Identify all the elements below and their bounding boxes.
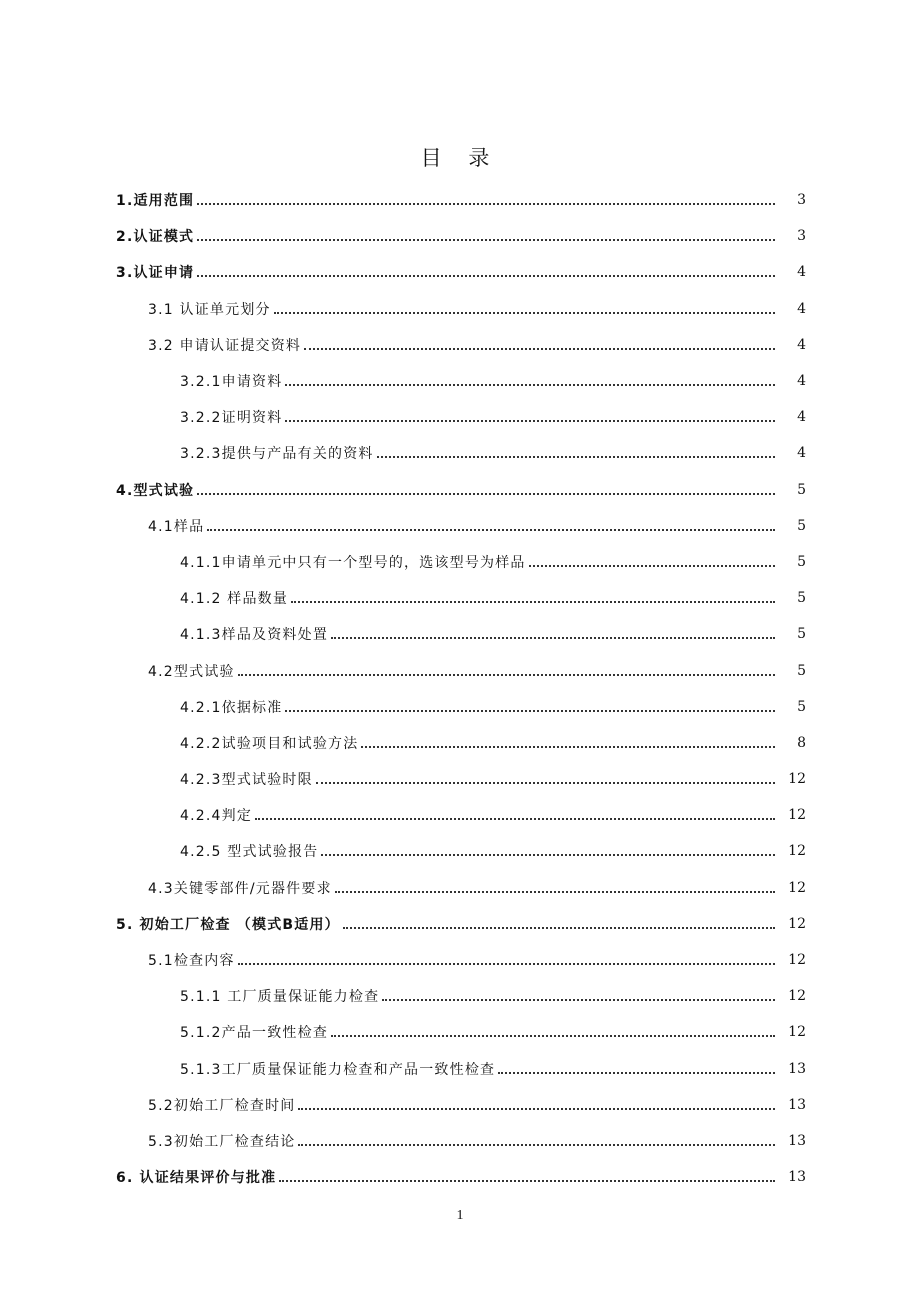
toc-entry-label: 4.2.1依据标准 (180, 699, 283, 716)
dot-leader (197, 189, 775, 205)
toc-entry[interactable] (0, 1123, 920, 1159)
toc-entry[interactable] (0, 870, 920, 906)
dot-leader (343, 913, 775, 929)
toc-entry-label: 5.1.2产品一致性检查 (180, 1025, 329, 1042)
toc-entry-label: 4.3关键零部件/元器件要求 (148, 880, 332, 897)
dot-leader (298, 1130, 775, 1146)
toc-entry-page-number: 12 (788, 771, 806, 788)
dot-leader (498, 1058, 775, 1074)
dot-leader (529, 551, 775, 567)
toc-entry-label: 3.认证申请 (116, 265, 195, 282)
toc-entry-page-number: 13 (788, 1132, 806, 1149)
toc-entry[interactable] (0, 291, 920, 327)
table-of-contents (0, 182, 920, 1195)
toc-entry-page-number: 8 (797, 734, 806, 751)
dot-leader (321, 840, 775, 856)
toc-entry-page-number: 5 (797, 626, 806, 643)
dot-leader (291, 587, 775, 603)
dot-leader (377, 442, 775, 458)
toc-entry-page-number: 4 (797, 264, 806, 281)
toc-entry-page-number: 12 (788, 988, 806, 1005)
toc-entry-page-number: 13 (788, 1169, 806, 1186)
toc-entry[interactable] (0, 580, 920, 616)
toc-entry[interactable] (0, 1051, 920, 1087)
dot-leader (285, 370, 775, 386)
toc-entry-label: 4.2型式试验 (148, 663, 235, 680)
toc-entry-label: 3.2.1申请资料 (180, 374, 283, 391)
toc-entry-page-number: 12 (788, 1024, 806, 1041)
toc-entry-page-number: 3 (797, 192, 806, 209)
dot-leader (316, 768, 775, 784)
dot-leader (238, 949, 775, 965)
toc-entry-label: 3.2.2证明资料 (180, 410, 283, 427)
toc-entry[interactable] (0, 254, 920, 290)
toc-entry-page-number: 5 (797, 698, 806, 715)
dot-leader (238, 660, 775, 676)
toc-entry[interactable] (0, 833, 920, 869)
toc-entry-page-number: 5 (797, 662, 806, 679)
toc-entry[interactable] (0, 1087, 920, 1123)
toc-entry-page-number: 4 (797, 373, 806, 390)
toc-entry[interactable] (0, 218, 920, 254)
toc-entry-page-number: 13 (788, 1096, 806, 1113)
toc-entry-label: 5.1.3工厂质量保证能力检查和产品一致性检查 (180, 1061, 496, 1078)
toc-entry[interactable] (0, 544, 920, 580)
toc-entry[interactable] (0, 508, 920, 544)
toc-entry-page-number: 12 (788, 952, 806, 969)
toc-entry-page-number: 12 (788, 915, 806, 932)
toc-entry-page-number: 12 (788, 843, 806, 860)
toc-entry[interactable] (0, 363, 920, 399)
toc-entry[interactable] (0, 182, 920, 218)
toc-entry-page-number: 13 (788, 1060, 806, 1077)
toc-entry-label: 4.2.3型式试验时限 (180, 772, 313, 789)
toc-entry-page-number: 4 (797, 336, 806, 353)
toc-entry[interactable] (0, 942, 920, 978)
dot-leader (255, 804, 775, 820)
toc-title: 目 录 (420, 146, 500, 170)
toc-entry-page-number: 5 (797, 553, 806, 570)
dot-leader (285, 406, 775, 422)
toc-entry-label: 1.适用范围 (116, 193, 195, 210)
dot-leader (298, 1094, 775, 1110)
toc-entry-label: 5.3初始工厂检查结论 (148, 1133, 296, 1150)
dot-leader (279, 1166, 775, 1182)
toc-entry-label: 2.认证模式 (116, 229, 195, 246)
toc-entry-page-number: 12 (788, 807, 806, 824)
toc-entry[interactable] (0, 399, 920, 435)
toc-entry[interactable] (0, 978, 920, 1014)
toc-entry-label: 4.1.3样品及资料处置 (180, 627, 329, 644)
dot-leader (285, 696, 775, 712)
toc-entry[interactable] (0, 761, 920, 797)
toc-entry[interactable] (0, 1014, 920, 1050)
dot-leader (361, 732, 775, 748)
toc-entry-label: 4.型式试验 (116, 482, 195, 499)
toc-entry[interactable] (0, 689, 920, 725)
toc-entry-label: 5.2初始工厂检查时间 (148, 1097, 296, 1114)
toc-entry-label: 4.1.1申请单元中只有一个型号的，选该型号为样品 (180, 554, 526, 571)
toc-entry[interactable] (0, 435, 920, 471)
toc-entry-page-number: 4 (797, 445, 806, 462)
toc-entry[interactable] (0, 797, 920, 833)
dot-leader (274, 298, 775, 314)
dot-leader (331, 1021, 775, 1037)
toc-entry-label: 4.1样品 (148, 518, 205, 535)
toc-entry[interactable] (0, 906, 920, 942)
dot-leader (197, 261, 775, 277)
toc-entry-label: 5.1.1 工厂质量保证能力检查 (180, 989, 380, 1006)
toc-entry-page-number: 5 (797, 517, 806, 534)
dot-leader (304, 334, 775, 350)
toc-entry-label: 4.2.4判定 (180, 808, 253, 825)
dot-leader (335, 877, 775, 893)
dot-leader (207, 515, 775, 531)
toc-entry-page-number: 4 (797, 409, 806, 426)
toc-entry[interactable] (0, 472, 920, 508)
toc-entry-page-number: 5 (797, 590, 806, 607)
toc-entry-label: 5.1检查内容 (148, 953, 235, 970)
toc-entry-page-number: 5 (797, 481, 806, 498)
dot-leader (197, 479, 775, 495)
toc-entry-label: 4.1.2 样品数量 (180, 591, 289, 608)
toc-entry[interactable] (0, 652, 920, 688)
toc-entry[interactable] (0, 725, 920, 761)
dot-leader (331, 623, 775, 639)
toc-entry-page-number: 4 (797, 300, 806, 317)
toc-entry-label: 4.2.2试验项目和试验方法 (180, 735, 359, 752)
toc-entry-label: 3.2 申请认证提交资料 (148, 337, 302, 354)
toc-entry-label: 3.2.3提供与产品有关的资料 (180, 446, 374, 463)
toc-entry[interactable] (0, 1159, 920, 1195)
page-number: 1 (456, 1208, 464, 1223)
toc-entry-label: 4.2.5 型式试验报告 (180, 844, 319, 861)
toc-entry-label: 3.1 认证单元划分 (148, 301, 271, 318)
dot-leader (197, 225, 775, 241)
toc-entry-page-number: 12 (788, 879, 806, 896)
toc-entry-page-number: 3 (797, 228, 806, 245)
toc-entry[interactable] (0, 616, 920, 652)
dot-leader (382, 985, 775, 1001)
toc-entry[interactable] (0, 327, 920, 363)
toc-entry-label: 5. 初始工厂检查 （模式B适用） (116, 916, 340, 933)
toc-entry-label: 6. 认证结果评价与批准 (116, 1170, 277, 1187)
